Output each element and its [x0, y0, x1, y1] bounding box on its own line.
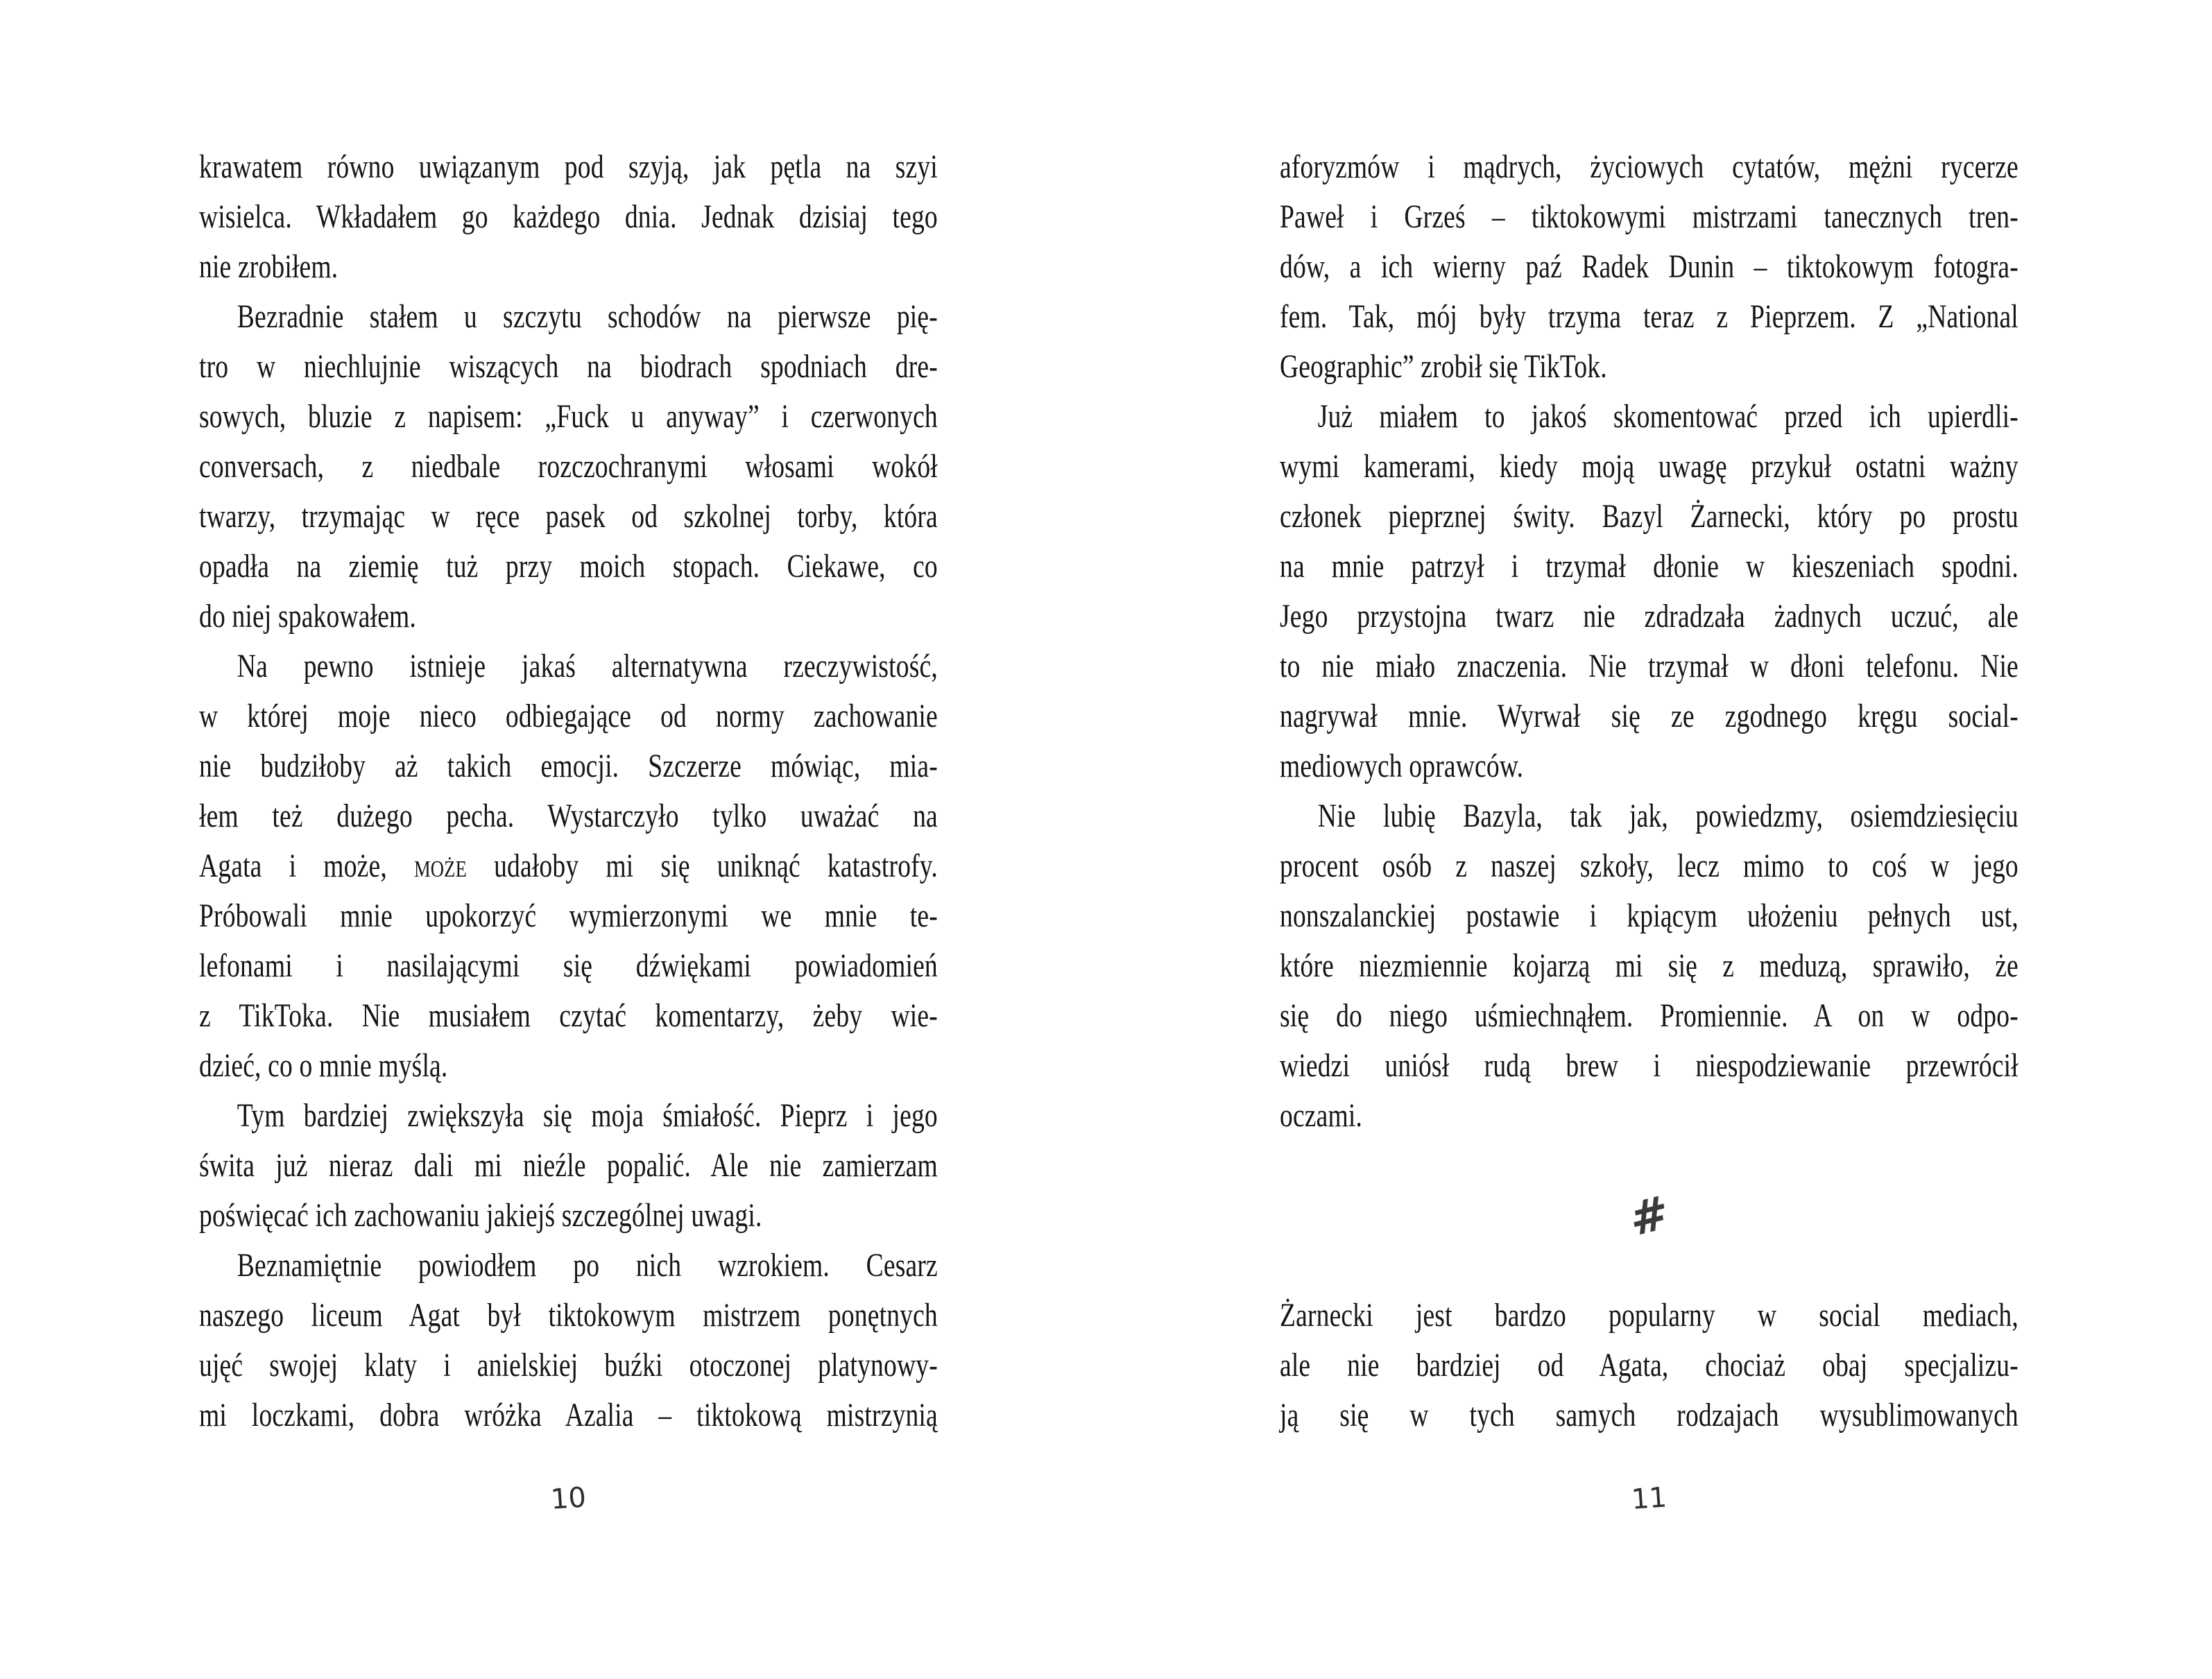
small-caps-text: może [413, 847, 468, 884]
text-segment: udałoby mi się uniknąć katastrofy. [467, 847, 938, 884]
text-line: łem też dużego pecha. Wystarczyło tylko uważać na [199, 798, 938, 834]
text-line: aforyzmów i mądrych, życiowych cytatów, mężni rycerze [1280, 148, 2018, 185]
text-line: poświęcać ich zachowaniu jakiejś szczególnej uwagi. [199, 1197, 762, 1234]
text-line: Próbowali mnie upokorzyć wymierzonymi we mnie te- [199, 897, 938, 934]
page-number-left-value: 10 [549, 1481, 588, 1516]
text-line: Nie lubię Bazyla, tak jak, powiedzmy, osiemdziesięciu [1317, 798, 2018, 834]
text-line: Tym bardziej zwiększyła się moja śmiałość. Pieprz i jego [237, 1097, 938, 1134]
book-page-right [1280, 142, 2018, 1440]
page-number-right [1280, 1483, 2018, 1515]
text-line: dów, a ich wierny paź Radek Dunin – tiktokowym fotogra- [1280, 248, 2018, 285]
text-line: Bezradnie stałem u szczytu schodów na pierwsze pię- [237, 298, 938, 335]
text-line: fem. Tak, mój były trzyma teraz z Pieprzem. Z „National [1280, 298, 2018, 335]
text-line: Żarnecki jest bardzo popularny w social mediach, [1280, 1297, 2018, 1334]
text-line: Na pewno istnieje jakaś alternatywna rzeczywistość, [237, 648, 938, 684]
text-line: Jego przystojna twarz nie zdradzała żadnych uczuć, ale [1280, 598, 2018, 635]
text-line: tro w niechlujnie wiszących na biodrach spodniach dre- [199, 348, 938, 385]
text-line: w której moje nieco odbiegające od normy zachowanie [199, 698, 938, 734]
text-line: Beznamiętnie powiodłem po nich wzrokiem. Cesarz [237, 1247, 938, 1284]
book-page-left [199, 142, 938, 1440]
text-line: wiedzi uniósł rudą brew i niespodziewanie przewrócił [1280, 1047, 2018, 1084]
text-line: krawatem równo uwiązanym pod szyją, jak pętla na szyi [199, 148, 938, 185]
text-line: ją się w tych samych rodzajach wysublimowanych [1280, 1397, 2018, 1433]
text-line: nonszalanckiej postawie i kpiącym ułożeniu pełnych ust, [1280, 897, 2018, 934]
text-line: procent osób z naszej szkoły, lecz mimo to coś w jego [1280, 847, 2018, 884]
text-line: sowych, bluzie z napisem: „Fuck u anyway” i czerwonych [199, 398, 938, 435]
text-line: do niej spakowałem. [199, 598, 416, 635]
text-line: dzieć, co o mnie myślą. [199, 1047, 448, 1084]
text-line: Geographic” zrobił się TikTok. [1280, 348, 1607, 385]
text-segment: Agata i może, [199, 847, 414, 884]
text-line: się do niego uśmiechnąłem. Promiennie. A on w odpo- [1280, 997, 2018, 1034]
text-line: które niezmiennie kojarzą mi się z meduzą, sprawiło, że [1280, 947, 2018, 984]
text-line: twarzy, trzymając w ręce pasek od szkolnej torby, która [199, 498, 938, 535]
text-line: ujęć swojej klaty i anielskiej buźki otoczonej platynowy- [199, 1347, 938, 1384]
page-number-left [199, 1483, 938, 1515]
text-line: na mnie patrzył i trzymał dłonie w kieszeniach spodni. [1280, 548, 2018, 585]
text-line: conversach, z niedbale rozczochranymi włosami wokół [199, 448, 938, 485]
text-line: opadła na ziemię tuż przy moich stopach. Ciekawe, co [199, 548, 938, 585]
text-line: Już miałem to jakoś skomentować przed ich upierdli- [1317, 398, 2018, 435]
text-line: świta już nieraz dali mi nieźle popalić. Ale nie zamierzam [199, 1147, 938, 1184]
text-line: wymi kamerami, kiedy moją uwagę przykuł ostatni ważny [1280, 448, 2018, 485]
page-number-right-value: 11 [1630, 1481, 1668, 1516]
text-line: nie zrobiłem. [199, 248, 338, 285]
text-line: mediowych oprawców. [1280, 748, 1524, 784]
text-line: naszego liceum Agat był tiktokowym mistrzem ponętnych [199, 1297, 938, 1334]
text-line: to nie miało znaczenia. Nie trzymał w dłoni telefonu. Nie [1280, 648, 2018, 684]
text-line: z TikToka. Nie musiałem czytać komentarzy, żeby wie- [199, 997, 938, 1034]
text-line: oczami. [1280, 1097, 1363, 1134]
text-line: lefonami i nasilającymi się dźwiękami powiadomień [199, 947, 938, 984]
section-separator [1280, 1141, 2018, 1291]
text-line: nagrywał mnie. Wyrwał się ze zgodnego kręgu social- [1280, 698, 2018, 734]
text-line: nie budziłoby aż takich emocji. Szczerze mówiąc, mia- [199, 748, 938, 784]
hash-separator-icon: # [1627, 1184, 1672, 1248]
text-line: wisielca. Wkładałem go każdego dnia. Jednak dzisiaj tego [199, 198, 938, 235]
text-line [199, 841, 938, 891]
text-line: członek pieprznej świty. Bazyl Żarnecki, który po prostu [1280, 498, 2018, 535]
text-line: Paweł i Grześ – tiktokowymi mistrzami tanecznych tren- [1280, 198, 2018, 235]
text-line: ale nie bardziej od Agata, chociaż obaj specjalizu- [1280, 1347, 2018, 1384]
text-line: mi loczkami, dobra wróżka Azalia – tiktokową mistrzynią [199, 1397, 938, 1433]
